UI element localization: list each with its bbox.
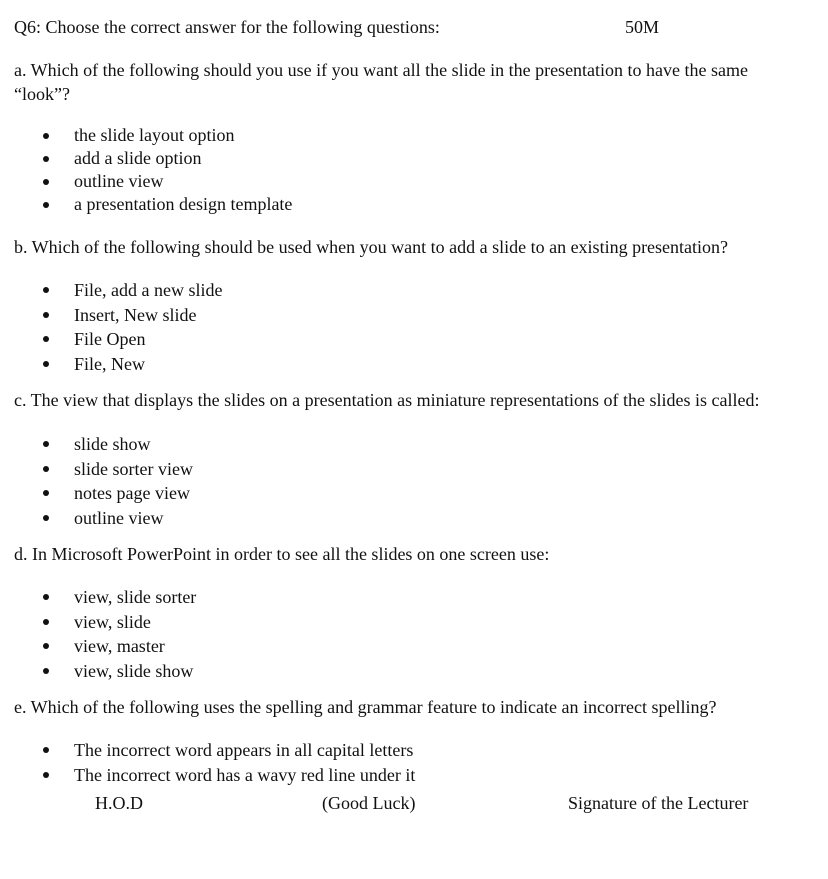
option-label: notes page view	[74, 483, 190, 503]
question-a-options	[0, 124, 700, 216]
option-item	[0, 506, 700, 531]
bullet-icon	[43, 490, 49, 496]
good-luck-label: (Good Luck)	[322, 793, 416, 813]
bullet-icon	[43, 772, 49, 778]
question-e-text: e. Which of the following uses the spelling and grammar feature to indicate an incorrect spelling?	[14, 697, 717, 717]
option-label: view, master	[74, 636, 165, 656]
bullet-icon	[43, 594, 49, 600]
bullet-icon	[43, 441, 49, 447]
option-item	[0, 193, 700, 216]
option-label: a presentation design template	[74, 194, 293, 214]
bullet-icon	[43, 287, 49, 293]
bullet-icon	[43, 312, 49, 318]
option-label: outline view	[74, 171, 164, 191]
bullet-icon	[43, 361, 49, 367]
bullet-icon	[43, 202, 49, 208]
question-header	[14, 17, 814, 39]
bullet-icon	[43, 179, 49, 185]
question-d-text: d. In Microsoft PowerPoint in order to see all the slides on one screen use:	[14, 544, 550, 564]
option-label: add a slide option	[74, 148, 202, 168]
option-item	[0, 763, 700, 788]
question-title: Q6: Choose the correct answer for the following questions:	[14, 17, 440, 37]
question-b-text: b. Which of the following should be used when you want to add a slide to an existing presentation?	[14, 237, 729, 257]
option-item	[0, 327, 700, 352]
option-item	[0, 147, 700, 170]
bullet-icon	[43, 156, 49, 162]
option-label: view, slide	[74, 611, 151, 632]
bullet-icon	[43, 336, 49, 342]
option-item	[0, 457, 700, 482]
bullet-icon	[43, 668, 49, 674]
lecturer-signature-label: Signature of the Lecturer	[568, 793, 749, 813]
option-item	[0, 634, 700, 659]
option-item	[0, 124, 700, 147]
option-label: slide show	[74, 434, 151, 454]
bullet-icon	[43, 515, 49, 521]
option-item	[0, 278, 700, 303]
question-e-options	[0, 738, 700, 787]
option-item	[0, 170, 700, 193]
option-label: File Open	[74, 329, 146, 349]
option-label: view, slide sorter	[74, 587, 197, 607]
option-item	[0, 303, 700, 328]
marks-label: 50M	[625, 17, 660, 37]
option-label: the slide layout option	[74, 125, 235, 145]
question-d-options	[0, 585, 700, 683]
option-item	[0, 352, 700, 377]
hod-label: H.O.D	[95, 793, 143, 813]
bullet-icon	[43, 619, 49, 625]
option-item	[0, 738, 700, 763]
option-label: File, New	[74, 353, 145, 374]
question-a-text: a. Which of the following should you use if you want all the slide in the presentation to have the same “look”?	[14, 60, 749, 104]
option-label: view, slide show	[74, 660, 194, 681]
question-c-text: c. The view that displays the slides on a presentation as miniature representations of the slides is called:	[14, 390, 760, 410]
question-c-options	[0, 432, 700, 530]
option-label: The incorrect word appears in all capital letters	[74, 740, 414, 760]
option-label: The incorrect word has a wavy red line under it	[74, 764, 416, 785]
bullet-icon	[43, 643, 49, 649]
option-item	[0, 481, 700, 506]
bullet-icon	[43, 133, 49, 139]
bullet-icon	[43, 466, 49, 472]
question-b-options	[0, 278, 700, 376]
option-label: outline view	[74, 507, 164, 528]
option-item	[0, 659, 700, 684]
option-item	[0, 432, 700, 457]
option-label: File, add a new slide	[74, 280, 223, 300]
bullet-icon	[43, 747, 49, 753]
option-item	[0, 585, 700, 610]
option-item	[0, 610, 700, 635]
option-label: slide sorter view	[74, 458, 193, 479]
option-label: Insert, New slide	[74, 304, 197, 325]
